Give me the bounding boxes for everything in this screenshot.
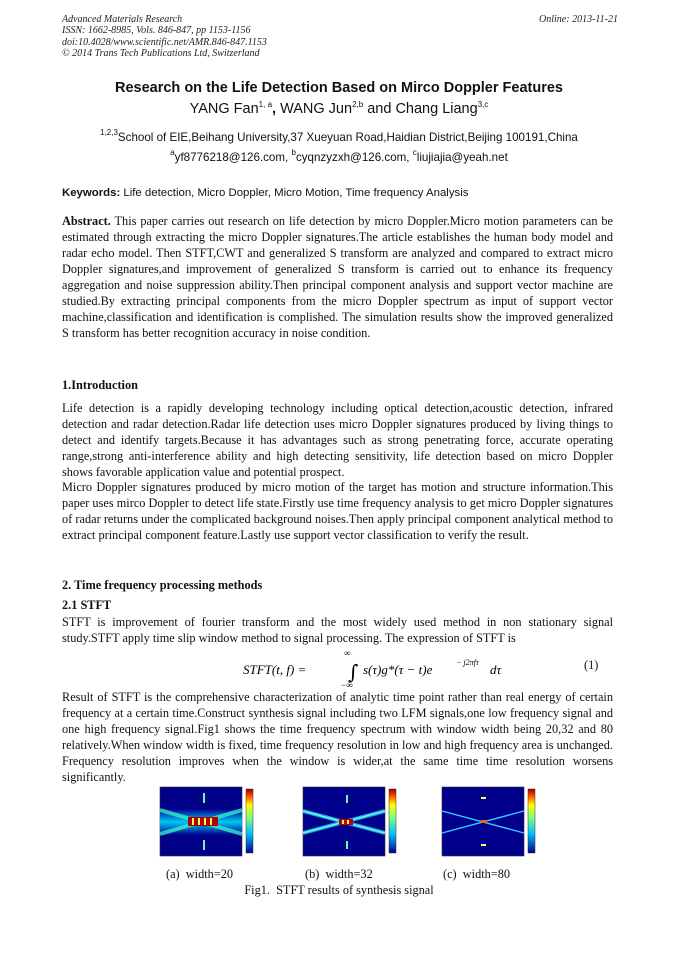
journal-header — [62, 14, 618, 59]
email-a[interactable]: yf8776218@126.com, — [174, 151, 292, 164]
affiliation-sup: 1,2,3 — [100, 128, 118, 137]
email-b-sup: b — [291, 148, 296, 157]
affiliation — [20, 128, 658, 144]
figure-b-caption: (b) width=32 — [305, 867, 373, 881]
copyright-line: © 2014 Trans Tech Publications Ltd, Switzerland — [62, 47, 260, 59]
doi-line: doi:10.4028/www.scientific.net/AMR.846-847.1153 — [62, 36, 267, 48]
email-c[interactable]: liujiajia@yeah.net — [416, 151, 508, 164]
email-line — [40, 148, 638, 164]
intro-paragraph-1: Life detection is a rapidly developing technology including optical detection,acoustic detection, infrared detection and radar detection.Radar life detection uses micro Doppler signatures produced by living things to detect and identify targets.Because it has advantages such as strong penetrating force, accurate operating range,strong anti-interference ability and high detecting sensitivity, life detection based on micro Doppler shows favorable application value and potential prospect. — [62, 401, 613, 479]
section-2-1-heading: 2.1 STFT — [62, 598, 112, 612]
abstract-label: Abstract. — [62, 214, 111, 228]
figure-b-spectrogram — [289, 783, 401, 867]
author-1-sup: 1, a — [258, 100, 273, 109]
email-b[interactable]: cyqnzyzxh@126.com, — [295, 151, 413, 164]
online-date: Online: 2013-11-21 — [539, 14, 618, 25]
journal-name: Advanced Materials Research — [62, 14, 183, 25]
equation-integrand: s(τ)g*(τ − t)e — [363, 662, 433, 677]
abstract-paragraph — [62, 213, 613, 341]
author-sep-2: and — [363, 101, 396, 117]
equation-upper-limit: ∞ — [344, 648, 351, 658]
author-3-sup: 3,c — [477, 100, 489, 109]
figure-a-spectrogram — [146, 783, 258, 867]
figure-c-spectrogram — [428, 783, 540, 867]
author-2: WANG Jun — [280, 101, 353, 117]
equation-dtau: dτ — [490, 662, 502, 677]
stft-equation — [243, 648, 523, 688]
abstract-text: This paper carries out research on life detection by micro Doppler.Micro motion parameters can be estimated through extracting the micro Doppler signatures.The article establishes the human body model and radar echo model. Then STFT,CWT and generalized S transform are analyzed and compared to extract micro Doppler signatures,and improvement of generalized S transform is carried out to enhance its frequency aggregation and noise suppression ability.Then principal component analysis and support vector machine are studied.By extracting principal components from the micro Doppler spectrum as input of support vector machine,classification and identification is complished. The simulation results show the improved generalized S transform has better recognition accuracy in noise condition. — [62, 214, 613, 340]
author-sep-1: , — [272, 101, 281, 117]
equation-lhs: STFT(t, f) = — [243, 662, 307, 677]
email-c-sup: c — [412, 148, 417, 157]
issn-line: ISSN: 1662-8985, Vols. 846-847, pp 1153-1156 — [62, 25, 251, 37]
author-1: YANG Fan — [189, 101, 259, 117]
author-line — [40, 101, 638, 117]
author-3: Chang Liang — [395, 101, 478, 117]
keywords-label: Keywords: — [62, 187, 121, 199]
stft-result-paragraph: Result of STFT is the comprehensive characterization of analytic time point rather than real energy of certain frequency at a certain time.Construct synthesis signal including two LFM signals,one low frequency signal and one high frequency signal.Fig1 shows the time frequency spectrum with window width being 20,32 and 80 relatively.When window width is fixed, time frequency resolution in low and high frequency area is unchanged. Frequency resolution improves when the window is wider,at the same time time resolution worsens significantly. — [62, 690, 613, 784]
equation-lower-limit: −∞ — [341, 680, 353, 688]
affiliation-text: School of EIE,Beihang University,37 Xueyuan Road,Haidian District,Beijing 100191,China — [117, 131, 578, 144]
equation-exponent: − j2πfτ — [456, 658, 479, 667]
keywords-text: Life detection, Micro Doppler, Micro Motion, Time frequency Analysis — [120, 187, 469, 199]
keywords — [62, 187, 618, 199]
stft-paragraph: STFT is improvement of fourier transform and the most widely used method in non stationary signal study.STFT apply time slip window method to signal processing. The expression of STFT is — [62, 615, 613, 645]
intro-paragraph-2: Micro Doppler signatures produced by micro motion of the target has motion and structure information.This paper uses mirco Doppler to detect life state.Firstly use time frequency analysis to get micro Doppler signatures of radar returns under the complicated background noises.Then apply principal component analytical method to extract principal component feature.Lastly use support vector classification to verify the result. — [62, 480, 613, 542]
section-2-heading: 2. Time frequency processing methods — [62, 578, 263, 592]
figure-a-caption: (a) width=20 — [166, 867, 234, 881]
email-a-sup: a — [170, 148, 175, 157]
section-1-heading: 1.Introduction — [62, 378, 138, 392]
figure-1-caption: Fig1. STFT results of synthesis signal — [244, 883, 434, 897]
equation-number: (1) — [584, 658, 599, 672]
figure-c-caption: (c) width=80 — [443, 867, 511, 881]
author-2-sup: 2,b — [352, 100, 364, 109]
integral-sign: ∫ — [348, 660, 359, 684]
paper-title: Research on the Life Detection Based on Mirco Doppler Features — [115, 80, 563, 96]
